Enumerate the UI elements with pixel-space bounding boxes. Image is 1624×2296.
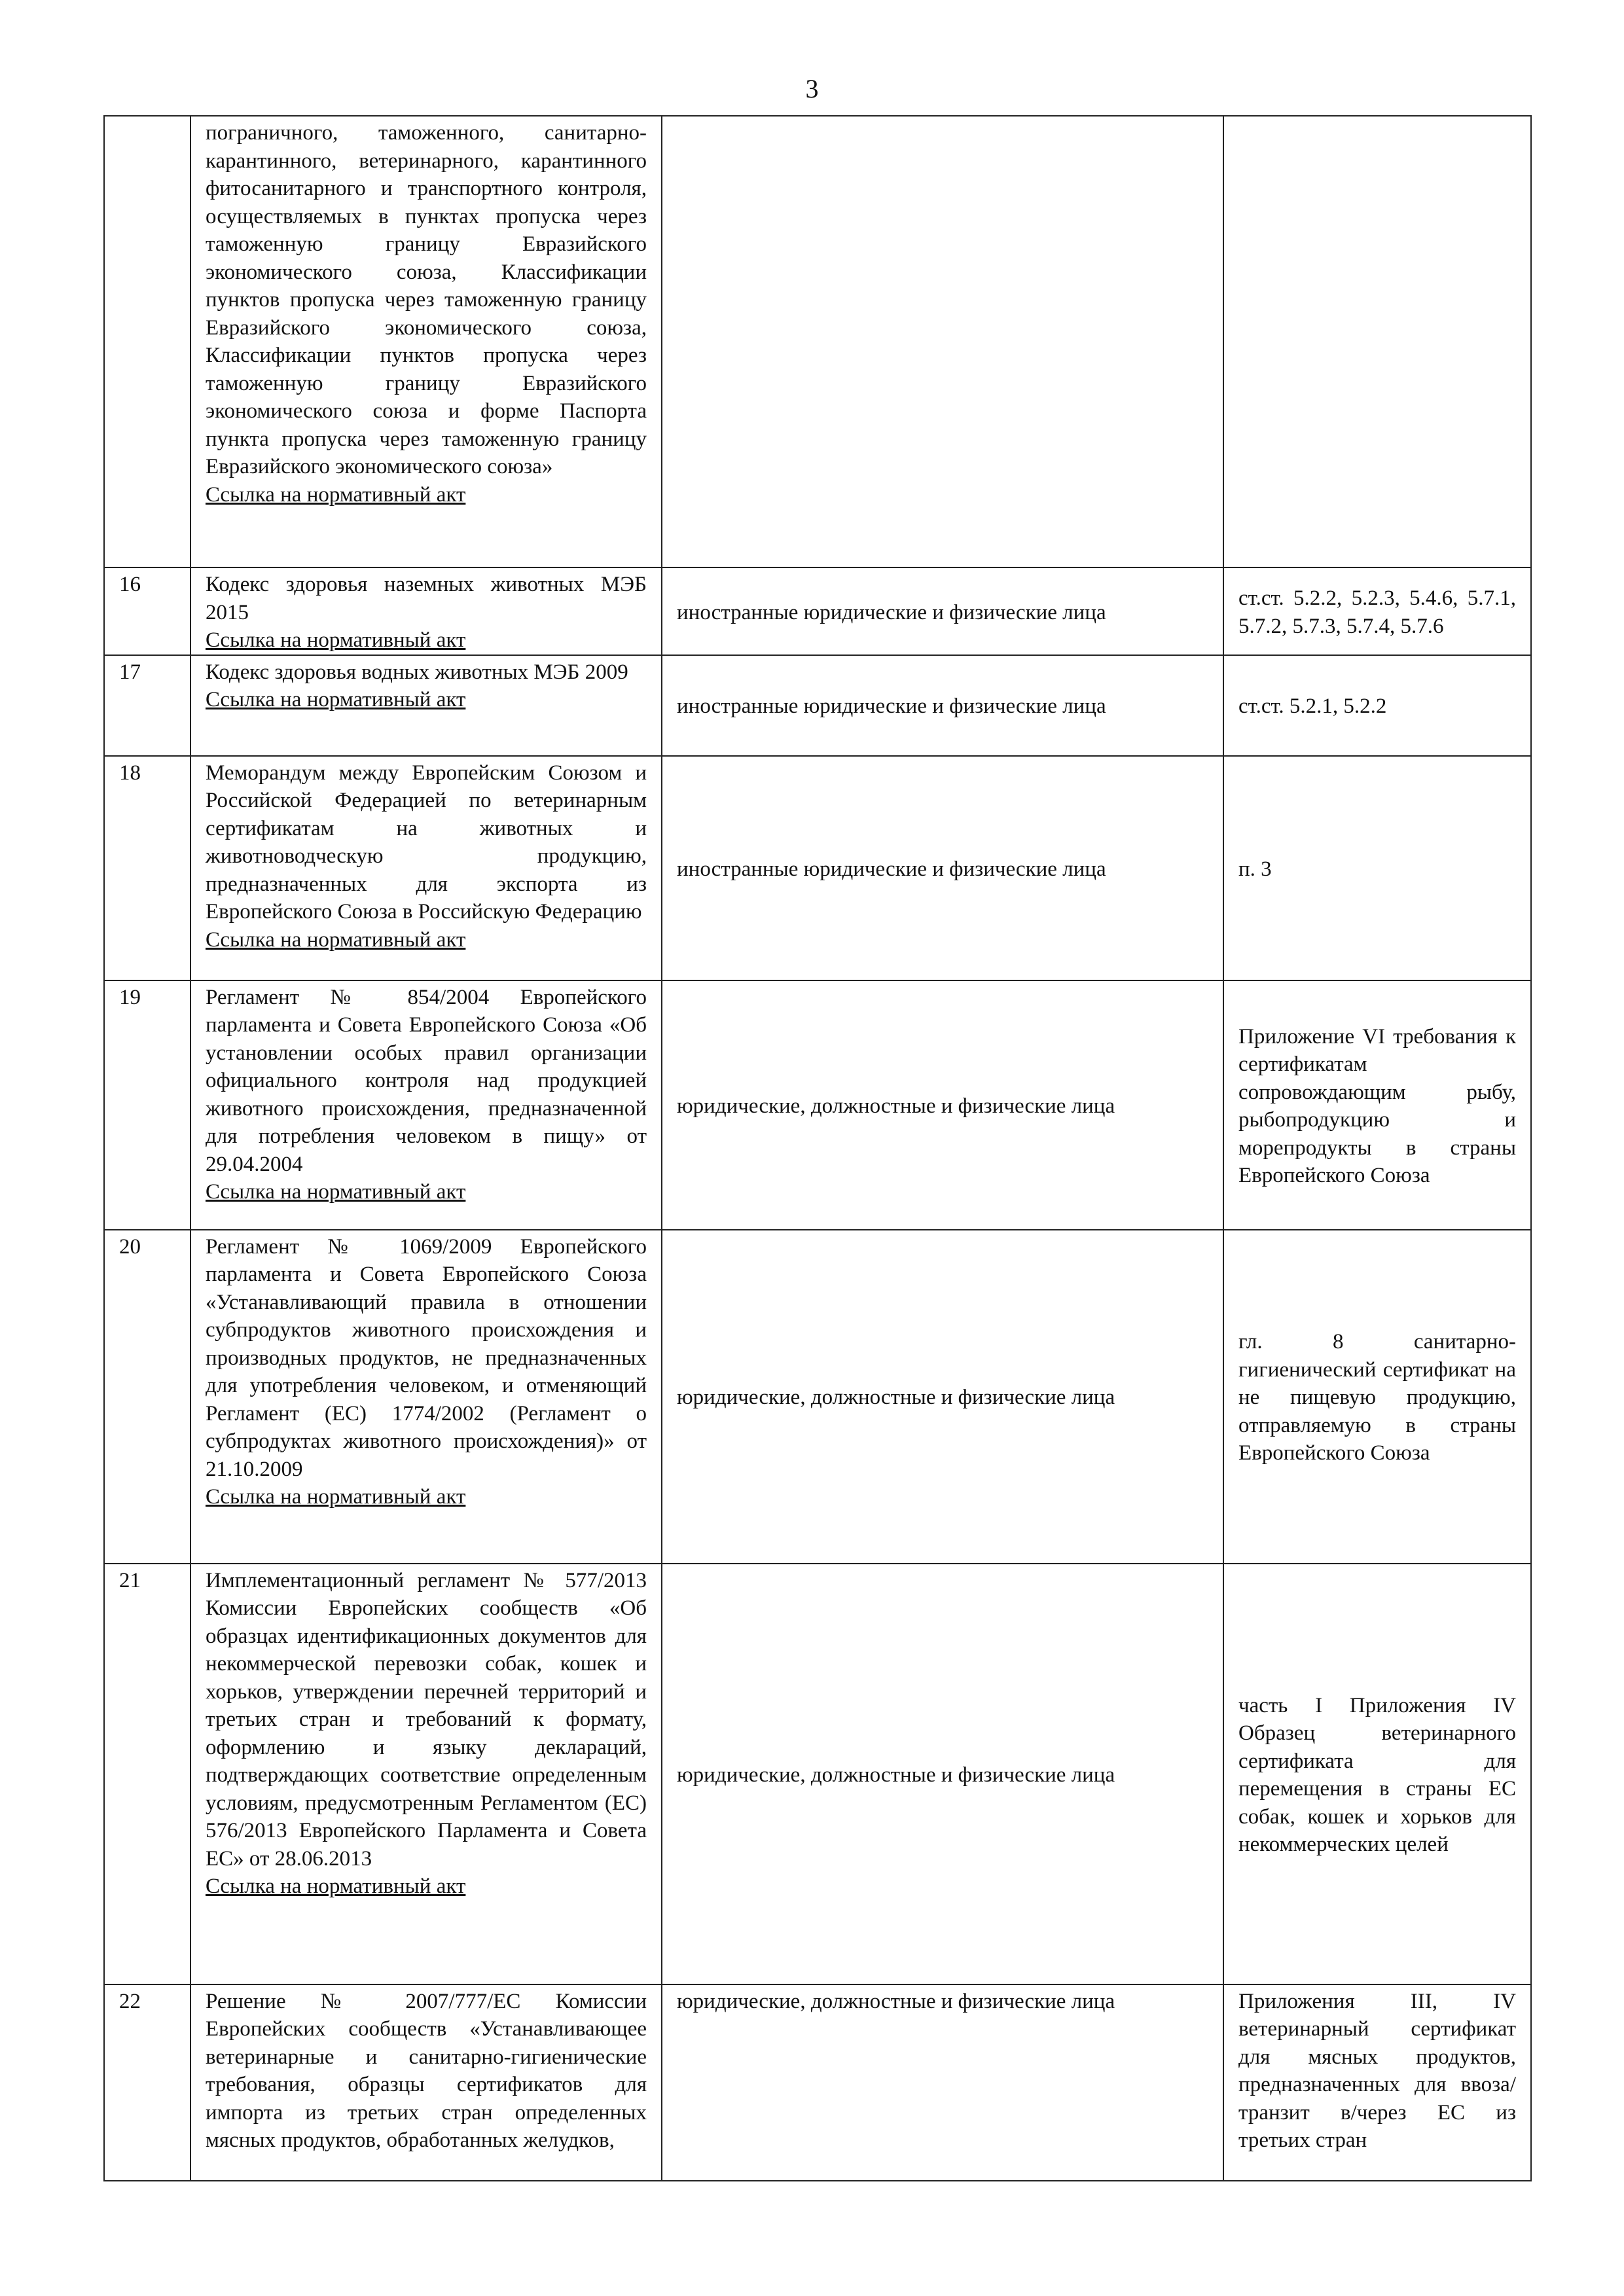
articles-cell <box>1223 116 1531 567</box>
row-number-cell: 16 <box>104 567 190 655</box>
act-cell <box>190 980 662 1230</box>
row-number-cell <box>104 116 190 567</box>
act-title: Решение № 2007/777/ЕС Комиссии Европейских сообществ «Устанавливающее ветеринарные и санитарно-гигиенические требования, образцы сертификатов для импорта из третьих стран определенных мясных продуктов, обработанных желудков, <box>206 1989 647 2152</box>
act-cell <box>190 756 662 980</box>
act-cell <box>190 116 662 567</box>
act-title: Кодекс здоровья водных животных МЭБ 2009 <box>206 660 628 684</box>
table-row <box>104 567 1531 655</box>
table-row <box>104 1564 1531 1984</box>
act-title: Регламент № 854/2004 Европейского парламента и Совета Европейского Союза «Об установлении особых правил организации официального контроля над продукцией животного происхождения, предназначенной для потребления человеком в пищу» от 29.04.2004 <box>206 985 647 1176</box>
act-title: Имплементационный регламент № 577/2013 Комиссии Европейских сообществ «Об образцах идентификационных документов для некоммерческой перевозки собак, кошек и хорьков, утверждении перечней территорий и третьих стран и требований к формату, оформлению и языку деклараций, подтверждающих соответствие определенным условиям, предусмотренным Регламентом (ЕС) 576/2013 Европейского Парламента и Совета ЕС» от 28.06.2013 <box>206 1568 647 1871</box>
subjects-cell: иностранные юридические и физические лица <box>662 756 1223 980</box>
page-number: 3 <box>805 74 819 103</box>
act-link[interactable]: Ссылка на нормативный акт <box>206 482 466 507</box>
table-row <box>104 1230 1531 1564</box>
act-link[interactable]: Ссылка на нормативный акт <box>206 628 466 652</box>
row-number-cell: 20 <box>104 1230 190 1564</box>
subjects-cell: иностранные юридические и физические лица <box>662 567 1223 655</box>
articles-cell: часть I Приложения IV Образец ветеринарного сертификата для перемещения в страны ЕС собак, кошек и хорьков для некоммерческих целей <box>1223 1564 1531 1984</box>
act-title: пограничного, таможенного, санитарно-карантинного, ветеринарного, карантинного фитосанитарного и транспортного контроля, осуществляемых в пунктах пропуска через таможенную границу Евразийского экономического союза, Классификации пунктов пропуска через таможенную границу Евразийского экономического союза, Классификации пунктов пропуска через таможенную границу Евразийского экономического союза и форме Паспорта пункта пропуска через таможенную границу Евразийского экономического союза» <box>206 121 647 478</box>
table-row <box>104 756 1531 980</box>
table-row <box>104 980 1531 1230</box>
subjects-cell: юридические, должностные и физические лица <box>662 980 1223 1230</box>
row-number-cell: 21 <box>104 1564 190 1984</box>
articles-cell: ст.ст. 5.2.2, 5.2.3, 5.4.6, 5.7.1, 5.7.2, 5.7.3, 5.7.4, 5.7.6 <box>1223 567 1531 655</box>
articles-cell: ст.ст. 5.2.1, 5.2.2 <box>1223 655 1531 756</box>
act-link[interactable]: Ссылка на нормативный акт <box>206 1485 466 1509</box>
act-cell <box>190 1564 662 1984</box>
act-cell <box>190 655 662 756</box>
table-row <box>104 116 1531 567</box>
row-number-cell: 19 <box>104 980 190 1230</box>
subjects-cell: иностранные юридические и физические лица <box>662 655 1223 756</box>
articles-cell: гл. 8 санитарно-гигиенический сертификат на не пищевую продукцию, отправляемую в страны Европейского Союза <box>1223 1230 1531 1564</box>
regulatory-acts-table <box>103 115 1532 2181</box>
articles-cell: Приложение VI требования к сертификатам сопровождающим рыбу, рыбопродукцию и морепродукты в страны Европейского Союза <box>1223 980 1531 1230</box>
act-link[interactable]: Ссылка на нормативный акт <box>206 927 466 952</box>
subjects-cell <box>662 116 1223 567</box>
subjects-cell: юридические, должностные и физические лица <box>662 1564 1223 1984</box>
subjects-cell: юридические, должностные и физические лица <box>662 1984 1223 2181</box>
act-cell <box>190 1984 662 2181</box>
act-link[interactable]: Ссылка на нормативный акт <box>206 1180 466 1204</box>
act-title: Кодекс здоровья наземных животных МЭБ 2015 <box>206 573 647 624</box>
subjects-cell: юридические, должностные и физические лица <box>662 1230 1223 1564</box>
table-row <box>104 1984 1531 2181</box>
articles-cell: Приложения III, IV ветеринарный сертификат для мясных продуктов, предназначенных для ввоза/ транзит в/через ЕС из третьих стран <box>1223 1984 1531 2181</box>
act-cell <box>190 567 662 655</box>
act-link[interactable]: Ссылка на нормативный акт <box>206 688 466 711</box>
row-number-cell: 22 <box>104 1984 190 2181</box>
row-number-cell: 17 <box>104 655 190 756</box>
act-title: Меморандум между Европейским Союзом и Российской Федерацией по ветеринарным сертификатам на животных и животноводческую продукцию, предназначенных для экспорта из Европейского Союза в Российскую Федерацию <box>206 761 647 924</box>
articles-cell: п. 3 <box>1223 756 1531 980</box>
table-row <box>104 655 1531 756</box>
row-number-cell: 18 <box>104 756 190 980</box>
act-link[interactable]: Ссылка на нормативный акт <box>206 1874 466 1898</box>
act-title: Регламент № 1069/2009 Европейского парламента и Совета Европейского Союза «Устанавливающий правила в отношении субпродуктов животного происхождения и производных продуктов, не предназначенных для употребления человеком, и отменяющий Регламент (ЕС) 1774/2002 (Регламент о субпродуктах животного происхождения)» от 21.10.2009 <box>206 1234 647 1481</box>
act-cell <box>190 1230 662 1564</box>
